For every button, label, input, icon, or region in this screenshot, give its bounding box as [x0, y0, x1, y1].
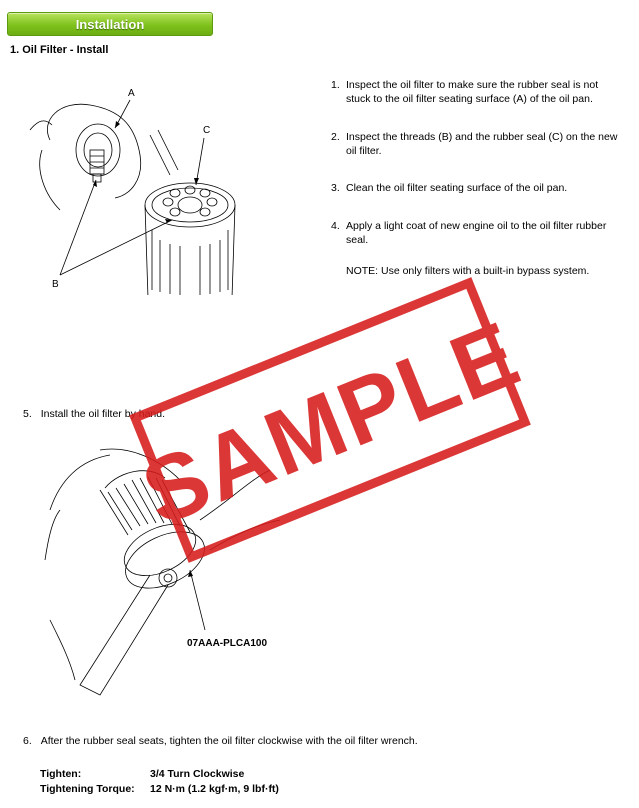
step-number: 2.: [331, 131, 340, 143]
spec-key: Tightening Torque:: [40, 783, 135, 795]
step-6: [23, 735, 418, 747]
step-number: 1.: [331, 79, 340, 91]
section-title: 1. Oil Filter - Install: [10, 44, 109, 56]
figure1-label-c: C: [203, 125, 211, 136]
step-text: Apply a light coat of new engine oil to the oil filter rubber seal.: [346, 220, 607, 246]
step-text: Clean the oil filter seating surface of the oil pan.: [346, 182, 568, 194]
figure1-label-b: B: [52, 279, 59, 290]
watermark-text: SAMPLE: [129, 302, 534, 546]
installation-banner: [7, 12, 213, 36]
step-text: After the rubber seal seats, tighten the oil filter clockwise with the oil filter wrench.: [40, 735, 418, 747]
step-number: 3.: [331, 182, 340, 194]
spec-key: Tighten:: [40, 768, 82, 780]
step-number: 5.: [23, 408, 32, 420]
sample-watermark-stamp: [110, 260, 550, 580]
step-text: Inspect the oil filter to make sure the rubber seal is not stuck to the oil filter seating surface (A) of the oil pan.: [346, 79, 599, 105]
step-text: Inspect the threads (B) and the rubber seal (C) on the new oil filter.: [346, 131, 618, 157]
step-number: 4.: [331, 220, 340, 232]
tool-label: 07AAA-PLCA100: [187, 638, 268, 649]
step-text: Install the oil filter by hand.: [40, 408, 166, 420]
figure1-label-a: A: [128, 88, 135, 99]
banner-label: Installation: [75, 16, 145, 32]
note-text: NOTE: Use only filters with a built-in bypass system.: [346, 265, 590, 277]
spec-value: 12 N·m (1.2 kgf·m, 9 lbf·ft): [150, 783, 279, 795]
step-number: 6.: [23, 735, 32, 747]
spec-value: 3/4 Turn Clockwise: [150, 768, 245, 780]
